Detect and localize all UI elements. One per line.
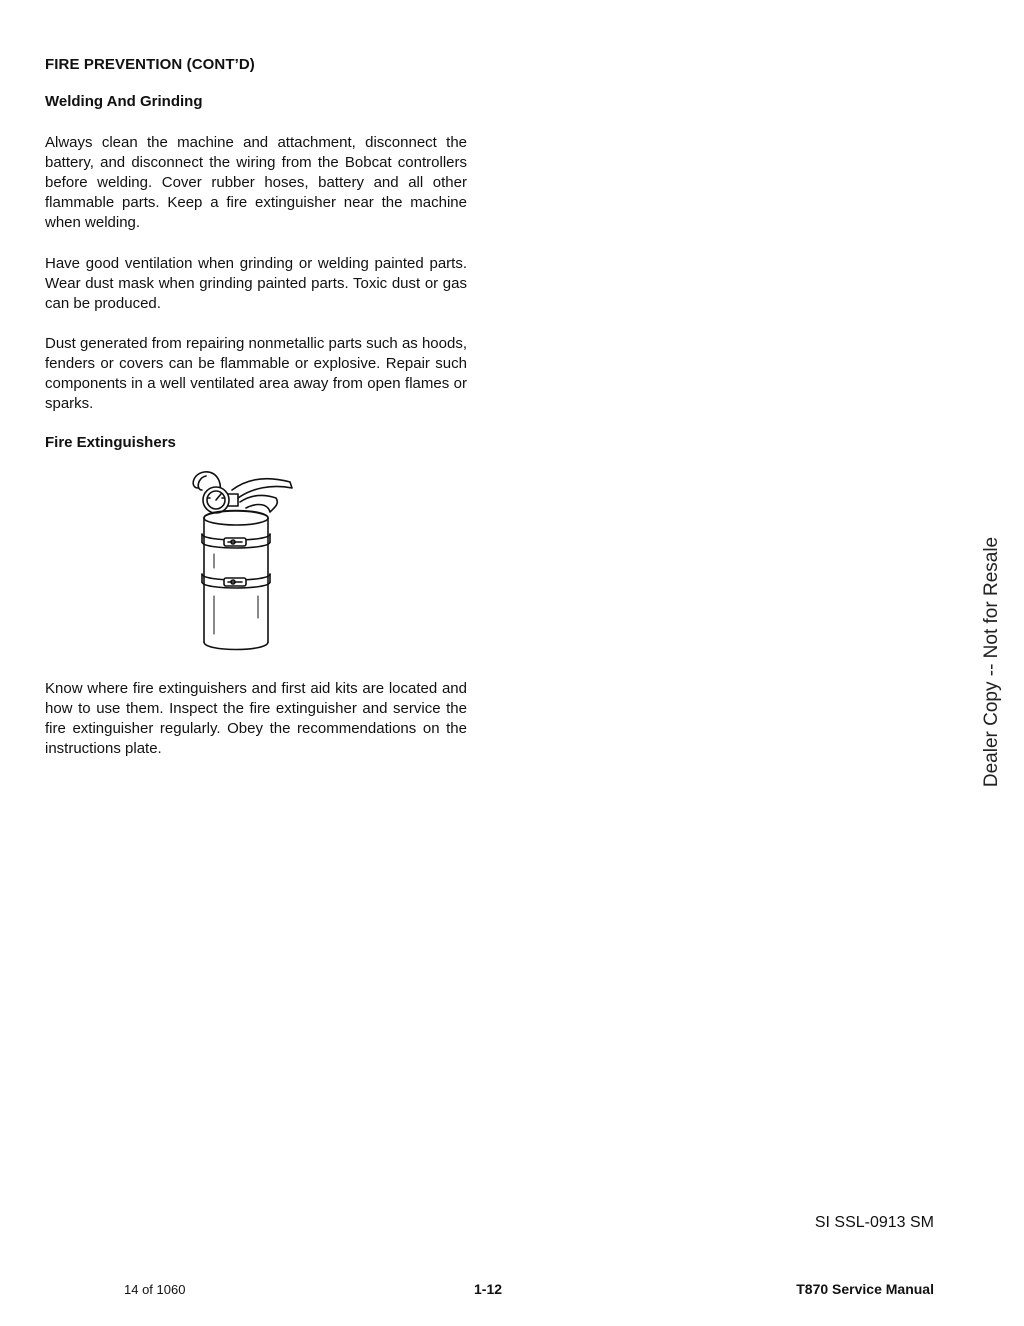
document-code: SI SSL-0913 SM xyxy=(814,1214,934,1231)
extinguishers-heading: Fire Extinguishers xyxy=(45,434,176,451)
welding-paragraph-1: Always clean the machine and attachment, disconnect the battery, and disconnect the wiring from the Bobcat controllers before welding. Cover rubber hoses, battery and all other flammable parts. Keep a fire extinguisher near the machine when welding. xyxy=(45,134,467,231)
section-title: FIRE PREVENTION (CONT’D) xyxy=(45,56,255,73)
welding-paragraph-3: Dust generated from repairing nonmetallic parts such as hoods, fenders or covers can be flammable or explosive. Repair such components in a well ventilated area away from open flames or sparks. xyxy=(45,335,467,412)
page-count: 14 of 1060 xyxy=(124,1282,186,1297)
welding-heading: Welding And Grinding xyxy=(45,93,203,110)
page-number: 1-12 xyxy=(474,1281,503,1297)
watermark: Dealer Copy -- Not for Resale xyxy=(981,536,1002,788)
welding-paragraph-2: Have good ventilation when grinding or welding painted parts. Wear dust mask when grinding painted parts. Toxic dust or gas can be produced. xyxy=(45,255,467,312)
manual-title: T870 Service Manual xyxy=(796,1281,934,1297)
extinguishers-paragraph: Know where fire extinguishers and first aid kits are located and how to use them. Inspect the fire extinguisher and service the fire extinguisher regularly. Obey the recommendations on the instructions plate. xyxy=(45,680,467,757)
fire-extinguisher-illustration xyxy=(188,468,300,660)
